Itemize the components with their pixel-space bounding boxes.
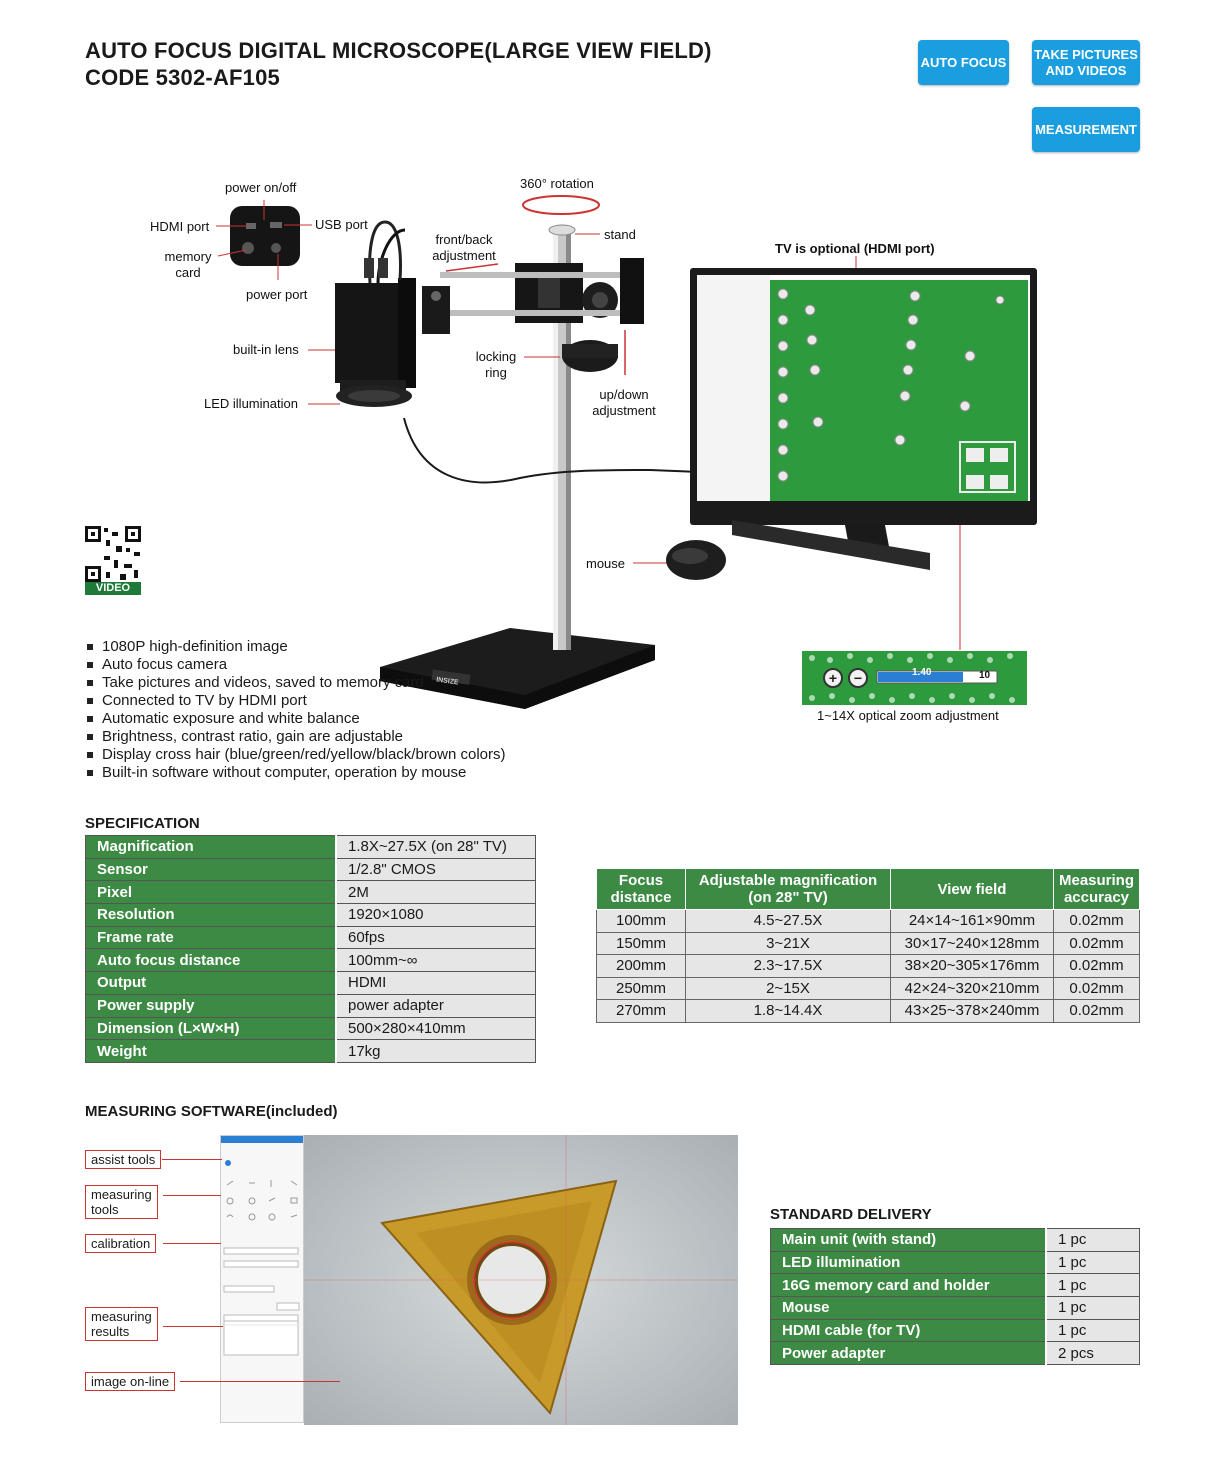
- table-row: LED illumination 1 pc: [771, 1251, 1140, 1274]
- software-panel-controls: [221, 1143, 303, 1421]
- label-power-onoff: power on/off: [225, 180, 297, 195]
- take-pictures-badge: TAKE PICTURES AND VIDEOS: [1032, 40, 1140, 85]
- label-rotation: 360° rotation: [520, 176, 594, 191]
- feature-list: [85, 638, 506, 782]
- list-item: Display cross hair (blue/green/red/yellow/black/brown colors): [85, 746, 506, 764]
- table-row: Resolution 1920×1080: [86, 904, 536, 927]
- delivery-heading: STANDARD DELIVERY: [770, 1206, 932, 1223]
- focus-distance-table: [596, 868, 1140, 1023]
- label-mouse: mouse: [586, 556, 626, 571]
- table-row: 16G memory card and holder 1 pc: [771, 1274, 1140, 1297]
- title-line-2: CODE 5302-AF105: [85, 65, 280, 90]
- table-header-row: Focus distance Adjustable magnification (on 28" TV) View field Measuring accuracy: [597, 869, 1140, 910]
- label-led-illumination: LED illumination: [204, 396, 298, 411]
- rail-bottom: [440, 310, 640, 316]
- stand-brand-label: INSIZE: [435, 676, 460, 687]
- list-item: Brightness, contrast ratio, gain are adjustable: [85, 728, 506, 746]
- list-item: 1080P high-definition image: [85, 638, 506, 656]
- callout-measuring-results: measuring results: [85, 1307, 158, 1341]
- page-title: [85, 37, 712, 91]
- table-row: Magnification 1.8X~27.5X (on 28" TV): [86, 836, 536, 859]
- table-row: 100mm 4.5~27.5X 24×14~161×90mm 0.02mm: [597, 910, 1140, 933]
- label-stand: stand: [604, 227, 636, 242]
- camera-back-panel: [230, 206, 300, 266]
- list-item: Built-in software without computer, operation by mouse: [85, 764, 506, 782]
- table-row: Weight 17kg: [86, 1040, 536, 1063]
- label-power-port: power port: [246, 287, 308, 302]
- table-row: Power adapter 2 pcs: [771, 1342, 1140, 1365]
- label-hdmi-port: HDMI port: [150, 219, 210, 234]
- label-builtin-lens: built-in lens: [233, 342, 299, 357]
- table-row: Frame rate 60fps: [86, 926, 536, 949]
- label-memory-card: memory card: [164, 249, 212, 280]
- rotation-arrow: [523, 196, 599, 214]
- table-row: Main unit (with stand) 1 pc: [771, 1229, 1140, 1252]
- callout-image-online: image on-line: [85, 1372, 175, 1391]
- table-row: 270mm 1.8~14.4X 43×25~378×240mm 0.02mm: [597, 1000, 1140, 1023]
- label-usb-port: USB port: [315, 217, 368, 232]
- list-item: Auto focus camera: [85, 656, 506, 674]
- label-tv-optional: TV is optional (HDMI port): [775, 241, 935, 256]
- callout-measuring-tools: measuring tools: [85, 1185, 158, 1219]
- svg-text:−: −: [853, 670, 863, 686]
- table-row: Output HDMI: [86, 972, 536, 995]
- specification-table: [85, 835, 536, 1063]
- table-row: HDMI cable (for TV) 1 pc: [771, 1319, 1140, 1342]
- label-locking-ring: locking ring: [475, 349, 517, 380]
- monitor-side-panel: [697, 275, 770, 501]
- label-front-back: front/back adjustment: [432, 232, 496, 263]
- table-row: 150mm 3~21X 30×17~240×128mm 0.02mm: [597, 932, 1140, 955]
- callout-calibration: calibration: [85, 1234, 156, 1253]
- table-row: Pixel 2M: [86, 881, 536, 904]
- title-line-1: AUTO FOCUS DIGITAL MICROSCOPE(LARGE VIEW FIELD): [85, 38, 712, 63]
- hdmi-cable: [404, 418, 700, 482]
- qr-video-label: VIDEO: [95, 582, 131, 594]
- software-heading: MEASURING SOFTWARE(included): [85, 1103, 338, 1120]
- table-row: Power supply power adapter: [86, 994, 536, 1017]
- delivery-table: [770, 1228, 1140, 1365]
- table-row: 200mm 2.3~17.5X 38×20~305×176mm 0.02mm: [597, 955, 1140, 978]
- rail-top: [440, 272, 640, 278]
- software-image-view: [304, 1135, 738, 1425]
- table-row: 250mm 2~15X 42×24~320×210mm 0.02mm: [597, 977, 1140, 1000]
- label-zoom-caption: 1~14X optical zoom adjustment: [817, 708, 999, 723]
- table-row: Dimension (L×W×H) 500×280×410mm: [86, 1017, 536, 1040]
- auto-focus-badge: AUTO FOCUS: [918, 40, 1009, 85]
- table-row: Auto focus distance 100mm~∞: [86, 949, 536, 972]
- table-row: Mouse 1 pc: [771, 1297, 1140, 1320]
- label-up-down: up/down adjustment: [592, 387, 656, 418]
- software-panel-header: [221, 1136, 303, 1143]
- list-item: Take pictures and videos, saved to memory card: [85, 674, 506, 692]
- measurement-badge: MEASUREMENT: [1032, 107, 1140, 152]
- callout-assist-tools: assist tools: [85, 1150, 161, 1169]
- list-item: Connected to TV by HDMI port: [85, 692, 506, 710]
- zoom-value: 1.40: [912, 667, 932, 678]
- svg-text:+: +: [828, 670, 838, 686]
- list-item: Automatic exposure and white balance: [85, 710, 506, 728]
- zoom-max-value: 10: [979, 670, 991, 681]
- monitor-stand: [732, 520, 930, 570]
- specification-heading: SPECIFICATION: [85, 815, 200, 832]
- software-side-panel: [220, 1135, 304, 1423]
- table-row: Sensor 1/2.8" CMOS: [86, 858, 536, 881]
